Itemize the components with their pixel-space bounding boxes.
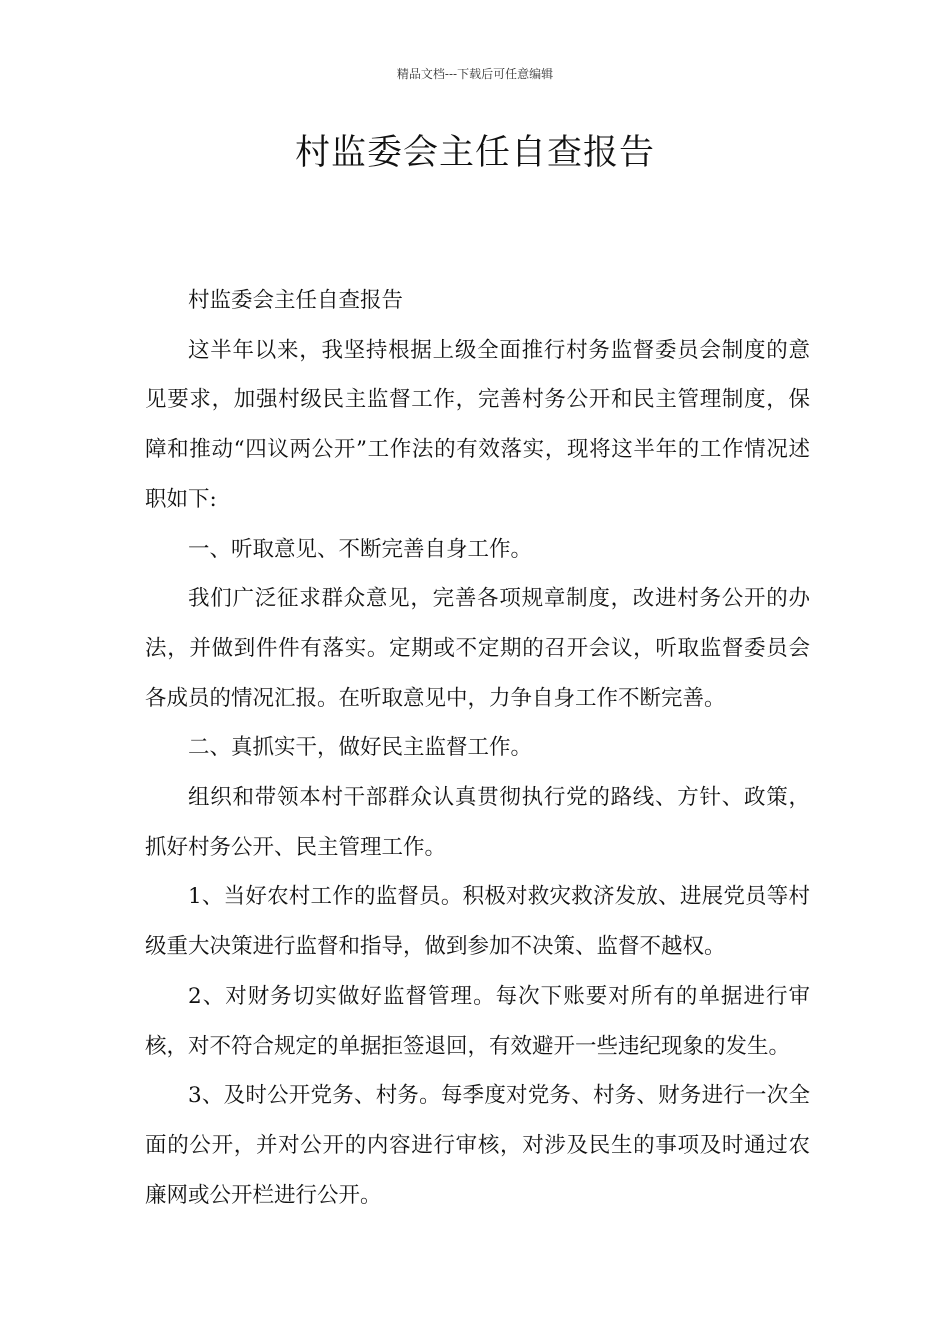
- list-item-3: 3、及时公开党务、村务。每季度对党务、村务、财务进行一次全面的公开，并对公开的内容进行审核，对涉及民生的事项及时通过农廉网或公开栏进行公开。: [145, 1083, 810, 1208]
- paragraph-section-2: 组织和带领本村干部群众认真贯彻执行党的路线、方针、政策，抓好村务公开、民主管理工作。: [145, 785, 810, 860]
- list-item-2: 2、对财务切实做好监督管理。每次下账要对所有的单据进行审核，对不符合规定的单据拒签退回，有效避开一些违纪现象的发生。: [145, 983, 810, 1059]
- section-heading-2: 二、真抓实干，做好民主监督工作。: [188, 735, 533, 761]
- section-heading-1: 一、听取意见、不断完善自身工作。: [188, 536, 533, 562]
- paragraph-intro: 这半年以来，我坚持根据上级全面推行村务监督委员会制度的意见要求，加强村级民主监督工作，完善村务公开和民主管理制度，保障和推动“四议两公开”工作法的有效落实，现将这半年的工作情况述职如下:: [145, 337, 810, 512]
- paragraph-section-1: 我们广泛征求群众意见，完善各项规章制度，改进村务公开的办法，并做到件件有落实。定期或不定期的召开会议，听取监督委员会各成员的情况汇报。在听取意见中，力争自身工作不断完善。: [145, 586, 810, 711]
- document-title: 村监委会主任自查报告: [294, 133, 655, 173]
- document-body: [145, 276, 810, 1220]
- list-item-1: 1、当好农村工作的监督员。积极对救灾救济发放、进展党员等村级重大决策进行监督和指导，做到参加不决策、监督不越权。: [145, 884, 810, 960]
- header-note: 精品文档---下载后可任意编辑: [396, 67, 554, 81]
- paragraph-subtitle: 村监委会主任自查报告: [188, 288, 404, 313]
